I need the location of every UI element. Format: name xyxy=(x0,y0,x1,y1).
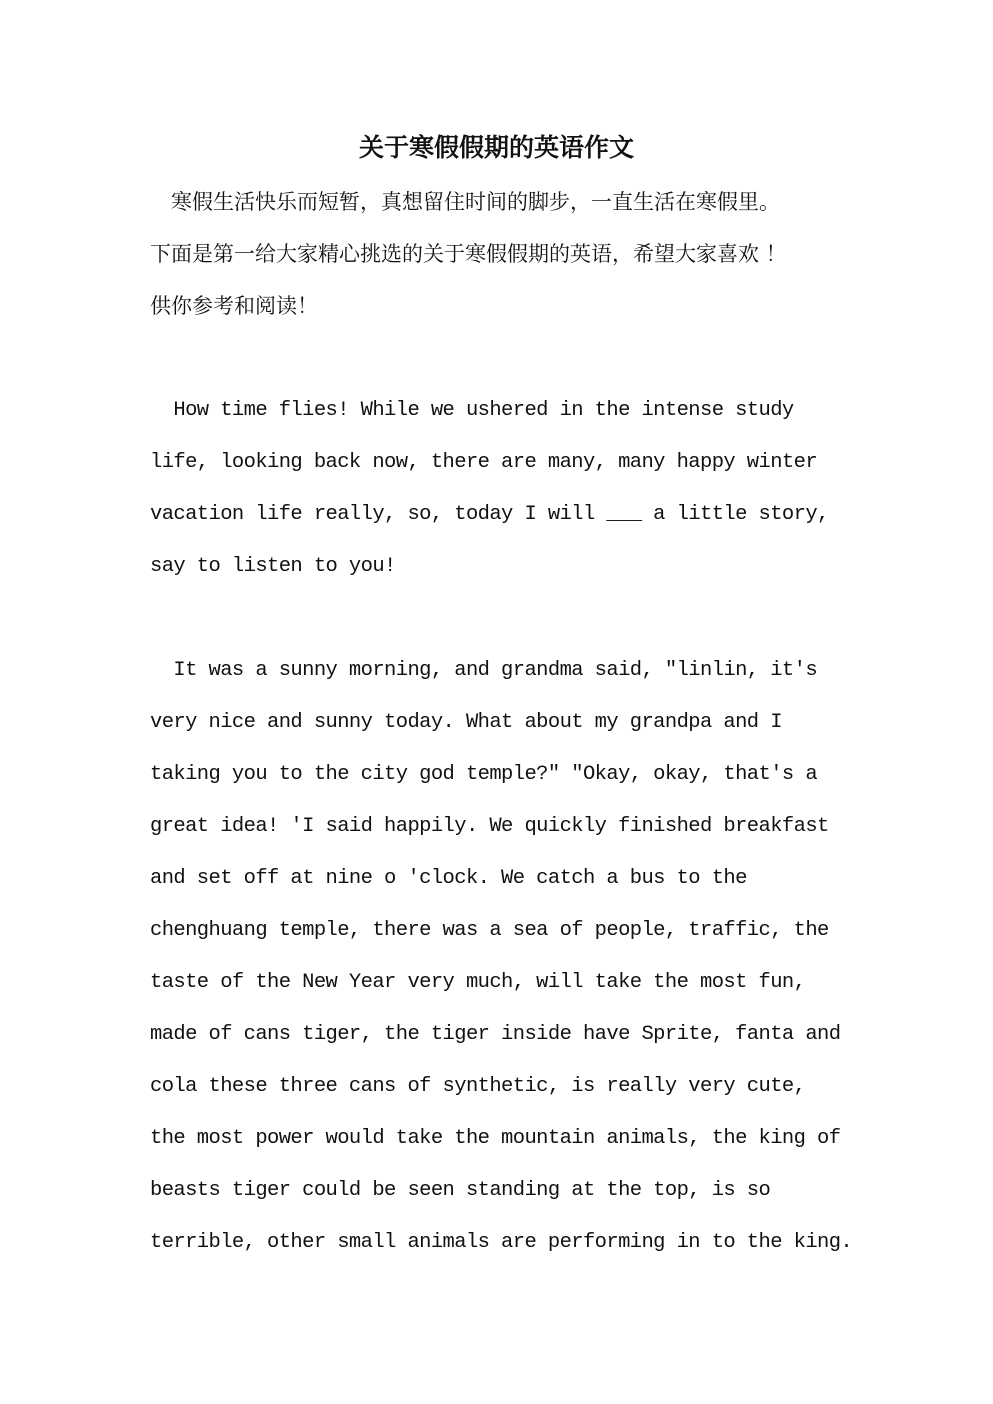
paragraph-line: taste of the New Year very much, will take the most fun, xyxy=(150,971,806,994)
paragraph-line: terrible, other small animals are performing in to the king. xyxy=(150,1231,853,1254)
paragraph-line: How time flies! While we ushered in the intense study xyxy=(150,399,794,422)
intro-line: 供你参考和阅读！ xyxy=(150,294,318,318)
paragraph-line: great idea! 'I said happily. We quickly finished breakfast xyxy=(150,815,829,838)
paragraph-line: taking you to the city god temple?" "Okay, okay, that's a xyxy=(150,763,818,786)
paragraph-line: say to listen to you! xyxy=(150,555,396,578)
paragraph-line: made of cans tiger, the tiger inside have Sprite, fanta and xyxy=(150,1023,841,1046)
document-title: 关于寒假假期的英语作文 xyxy=(358,133,634,162)
paragraph-line: life, looking back now, there are many, many happy winter xyxy=(150,451,818,474)
paragraph-line: the most power would take the mountain animals, the king of xyxy=(150,1127,841,1150)
paragraph-line: beasts tiger could be seen standing at the top, is so xyxy=(150,1179,771,1202)
paragraph-line: and set off at nine o 'clock. We catch a bus to the xyxy=(150,867,747,890)
english-paragraph-1 xyxy=(150,385,870,593)
paragraph-line: cola these three cans of synthetic, is really very cute, xyxy=(150,1075,806,1098)
intro-paragraph xyxy=(150,176,850,332)
paragraph-line: very nice and sunny today. What about my grandpa and I xyxy=(150,711,782,734)
english-paragraph-2 xyxy=(150,645,870,1269)
paragraph-line: vacation life really, so, today I will ___ a little story, xyxy=(150,503,829,526)
intro-line: 下面是第一给大家精心挑选的关于寒假假期的英语，希望大家喜欢 ！ xyxy=(150,242,787,266)
paragraph-line: chenghuang temple, there was a sea of people, traffic, the xyxy=(150,919,829,942)
paragraph-line: It was a sunny morning, and grandma said, "linlin, it's xyxy=(150,659,818,682)
intro-line: 寒假生活快乐而短暂，真想留住时间的脚步，一直生活在寒假里。 xyxy=(150,190,780,214)
